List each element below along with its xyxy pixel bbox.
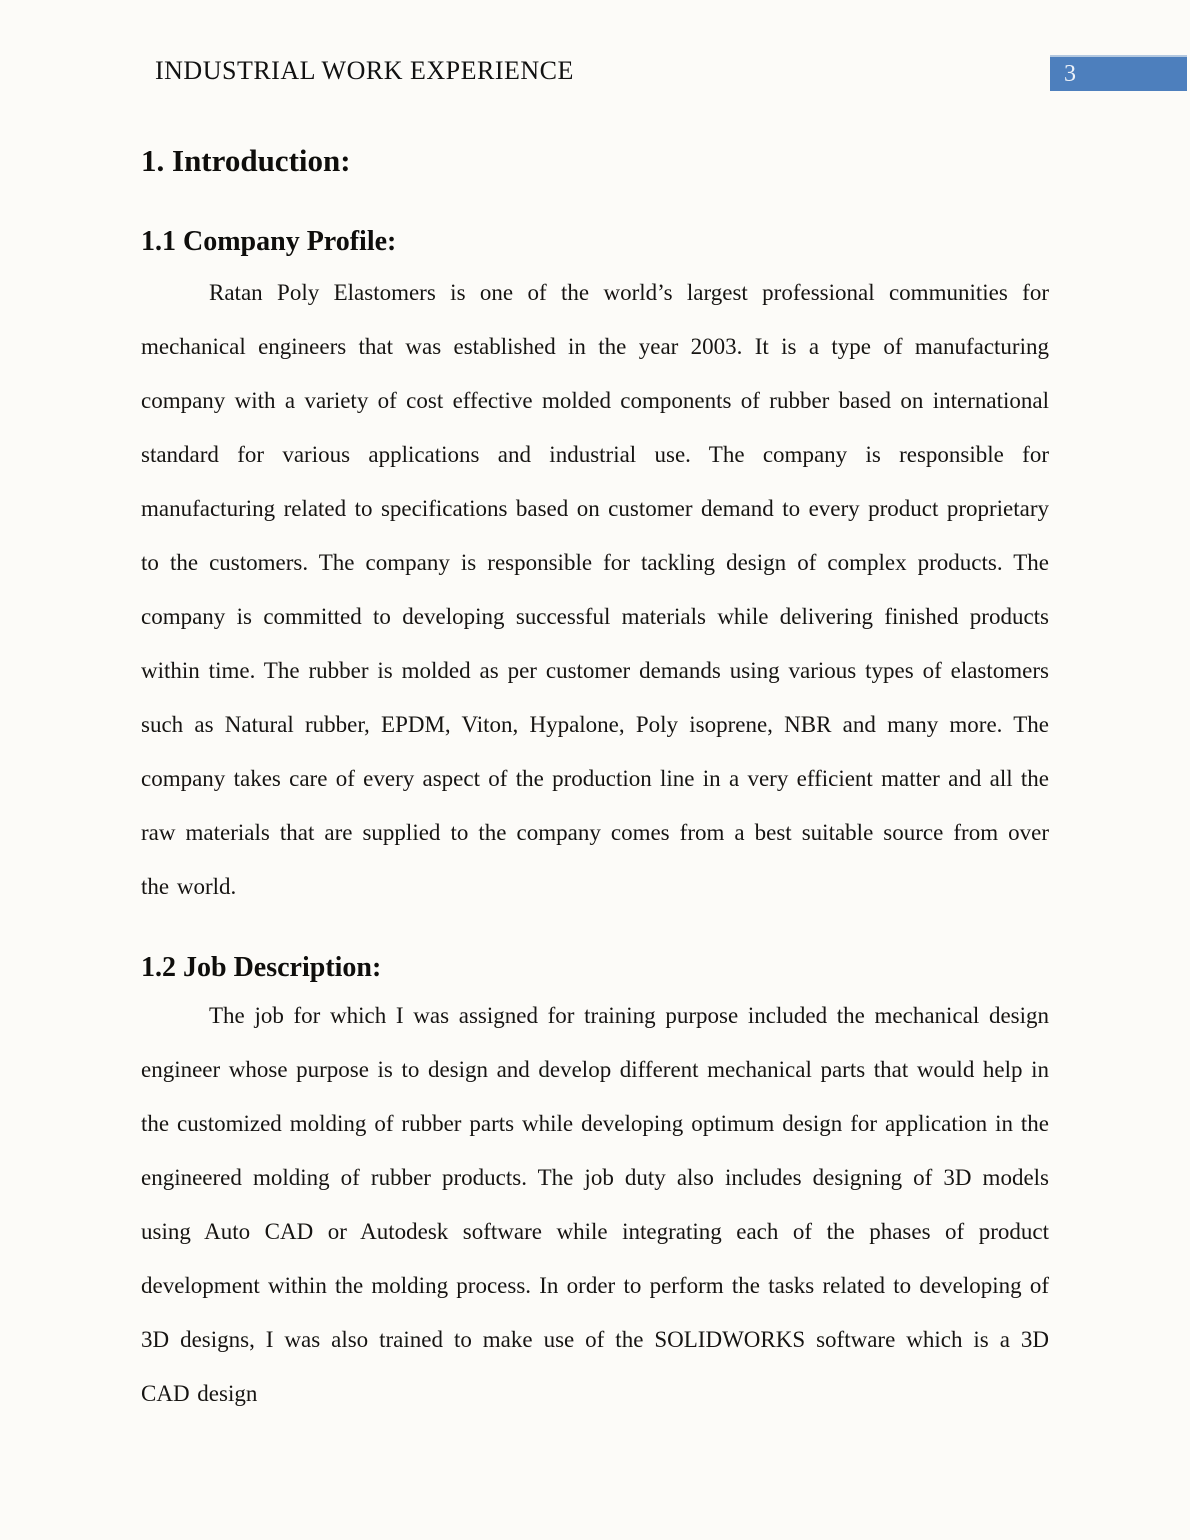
section-heading-job-description: 1.2 Job Description:: [141, 952, 382, 983]
paragraph-job-description: The job for which I was assigned for training purpose included the mechanical design engineer whose purpose is to design and develop different mechanical parts that would help in the customized molding of rubber parts while developing optimum design for application in the engineered molding of rubber products. The job duty also includes designing of 3D models using Auto CAD or Autodesk software while integrating each of the phases of product development within the molding process. In order to perform the tasks related to developing of 3D designs, I was also trained to make use of the SOLIDWORKS software which is a 3D CAD design: [141, 1003, 1049, 1406]
section-heading-introduction: 1. Introduction:: [141, 143, 351, 178]
running-header-title: INDUSTRIAL WORK EXPERIENCE: [155, 56, 574, 85]
document-body: [141, 0, 1049, 1421]
page-number-badge: [1050, 55, 1187, 91]
paragraph-company-profile: Ratan Poly Elastomers is one of the world’s largest professional communities for mechanical engineers that was established in the year 2003. It is a type of manufacturing company with a variety of cost effective molded components of rubber based on international standard for various applications and industrial use. The company is responsible for manufacturing related to specifications based on customer demand to every product proprietary to the customers. The company is responsible for tackling design of complex products. The company is committed to developing successful materials while delivering finished products within time. The rubber is molded as per customer demands using various types of elastomers such as Natural rubber, EPDM, Viton, Hypalone, Poly isoprene, NBR and many more. The company takes care of every aspect of the production line in a very efficient matter and all the raw materials that are supplied to the company comes from a best suitable source from over the world.: [141, 280, 1049, 899]
page-number: 3: [1064, 60, 1076, 87]
section-heading-company-profile: 1.1 Company Profile:: [141, 226, 397, 257]
